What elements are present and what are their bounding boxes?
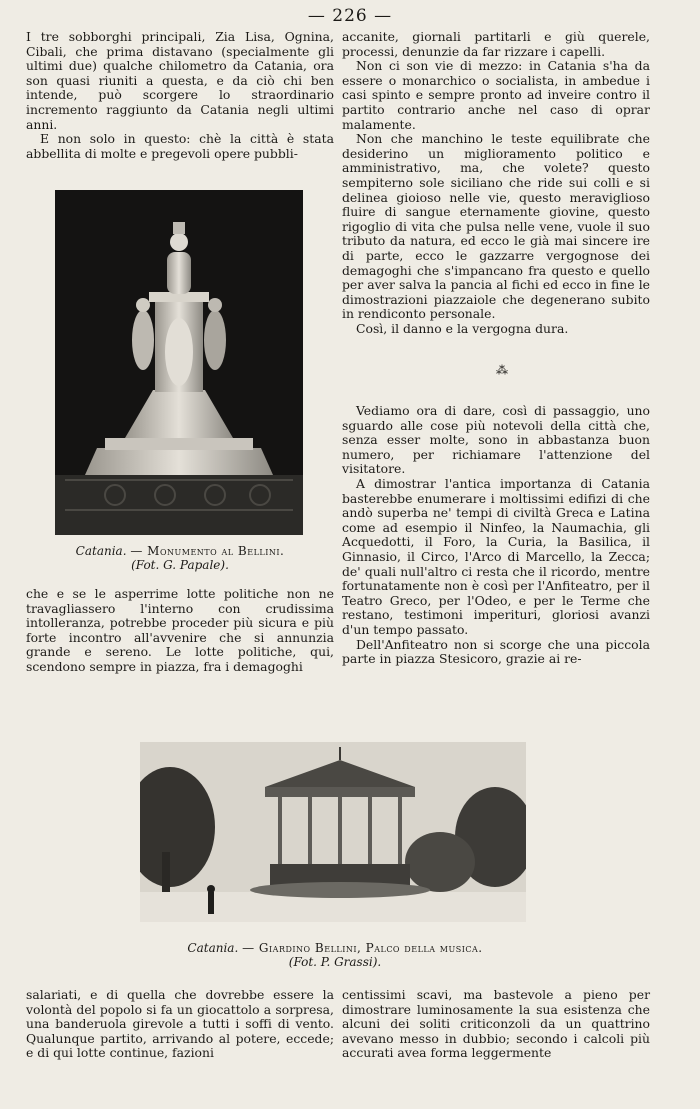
caption-title: — Monumento al Bellini. <box>130 544 285 558</box>
bandstand-photo <box>140 742 526 922</box>
paragraph: accanite, giornali partitarli e giù querele, processi, denunzie da far rizzare i capelli. <box>342 29 650 59</box>
right-column-bottom <box>342 988 650 1061</box>
bandstand-caption <box>120 941 550 969</box>
left-column-middle <box>26 587 334 675</box>
paragraph: I tre sobborghi principali, Zia Lisa, Ognina, Cibali, che prima distavano (specialmente gli ultimi due) qualche chilometro da Catania, ora son quasi riuniti a questa, e da ciò chi ben intende, può scorgere lo straordinario incremento raggiunto da Catania negli ultimi anni. <box>26 29 334 132</box>
paragraph: salariati, e di quella che dovrebbe essere la volontà del popolo si fa un giocattolo a sorpresa, una banderuola girevole a tutti i soffi di vento. Qualunque partito, arrivando al potere, eccede; e di qui lotte continue, fazioni <box>26 987 334 1061</box>
paragraph: Così, il danno e la vergogna dura. <box>356 320 569 336</box>
paragraph: E non solo in questo: chè la città è stata abbellita di molte e pregevoli opere pubbli- <box>26 131 334 161</box>
paragraph: Non che manchino le teste equilibrate che desiderino un miglioramento politico e amministrativo, ma, che volete? questo sempiterno sole siciliano che ride sui colli e si delinea gioioso nelle vie, questo meraviglioso fluire di sangue eternamente giovine, questo rigoglio di vita che pulsa nelle vene, vuole il suo tributo da natura, ed ecco le già mai sincere ire di parte, ecco le gazzarre vergognose dei demagoghi che s'impancano fra questo e quello per aver salva la pancia al fichi ed ecco in fine le dimostrazioni piazzaiole che degenerano subito in rendiconto personale. <box>342 131 650 322</box>
paragraph: Vediamo ora di dare, così di passaggio, uno sguardo alle cose più notevoli della città che, senza esser molte, sono in abbastanza buon numero, per richiamare l'attenzione del visitatore. <box>342 403 650 477</box>
paragraph: Non ci son vie di mezzo: in Catania s'ha da essere o monarchico o socialista, in ambedue i casi spinto e sempre pronto ad inveire contro il partito contrario anche nel caso di oprar malamente. <box>342 58 650 132</box>
section-asterism: ⁂ <box>496 363 508 377</box>
page-number: — 226 — <box>307 6 393 26</box>
caption-place: Catania. <box>75 544 127 558</box>
caption-title: — Giardino Bellini, Palco della musica. <box>242 941 483 955</box>
right-column-middle <box>342 404 650 667</box>
right-column-top <box>342 30 650 336</box>
paragraph: Dell'Anfiteatro non si scorge che una piccola parte in piazza Stesicoro, grazie ai re- <box>342 636 650 667</box>
bandstand-illustration <box>140 742 526 922</box>
paragraph: che e se le asperrime lotte politiche non ne travagliassero l'interno con crudissima intolleranza, potrebbe proceder più sicura e più forte incontro all'avvenire che si annunzia grande e sereno. Le lotte politiche, qui, scendono sempre in piazza, fra i demagoghi <box>26 586 334 674</box>
paragraph: centissimi scavi, ma bastevole a pieno per dimostrare luminosamente la sua esistenza che alcuni dei soliti criticonzoli da un quattrino avevano messo in dubbio; secondo i calcoli più accurati avea forma leggermente <box>342 987 650 1061</box>
monument-caption <box>26 544 334 572</box>
caption-credit: (Fot. G. Papale). <box>131 558 229 572</box>
monument-illustration <box>55 190 303 535</box>
left-column-top <box>26 30 334 161</box>
bellini-monument-photo <box>55 190 303 535</box>
caption-credit: (Fot. P. Grassi). <box>288 955 382 969</box>
paragraph: A dimostrar l'antica importanza di Catania basterebbe enumerare i moltissimi edifizi di che andò superba ne' tempi di civiltà Greca e Latina come ad esempio il Ninfeo, la Naumachia, gli Acquedotti, il Foro, la Curia, la Basilica, il Ginnasio, il Circo, l'Arco di Marcello, la Zecca; de' quali null'altro ci resta che il ricordo, mentre fortunatamente non è così per l'Anfiteatro, per il Teatro Greco, per l'Odeo, e per le Terme che restano, testimoni imperituri, gloriosi avanzi d'un tempo passato. <box>342 475 650 637</box>
left-column-bottom <box>26 988 334 1061</box>
caption-place: Catania. <box>187 941 239 955</box>
